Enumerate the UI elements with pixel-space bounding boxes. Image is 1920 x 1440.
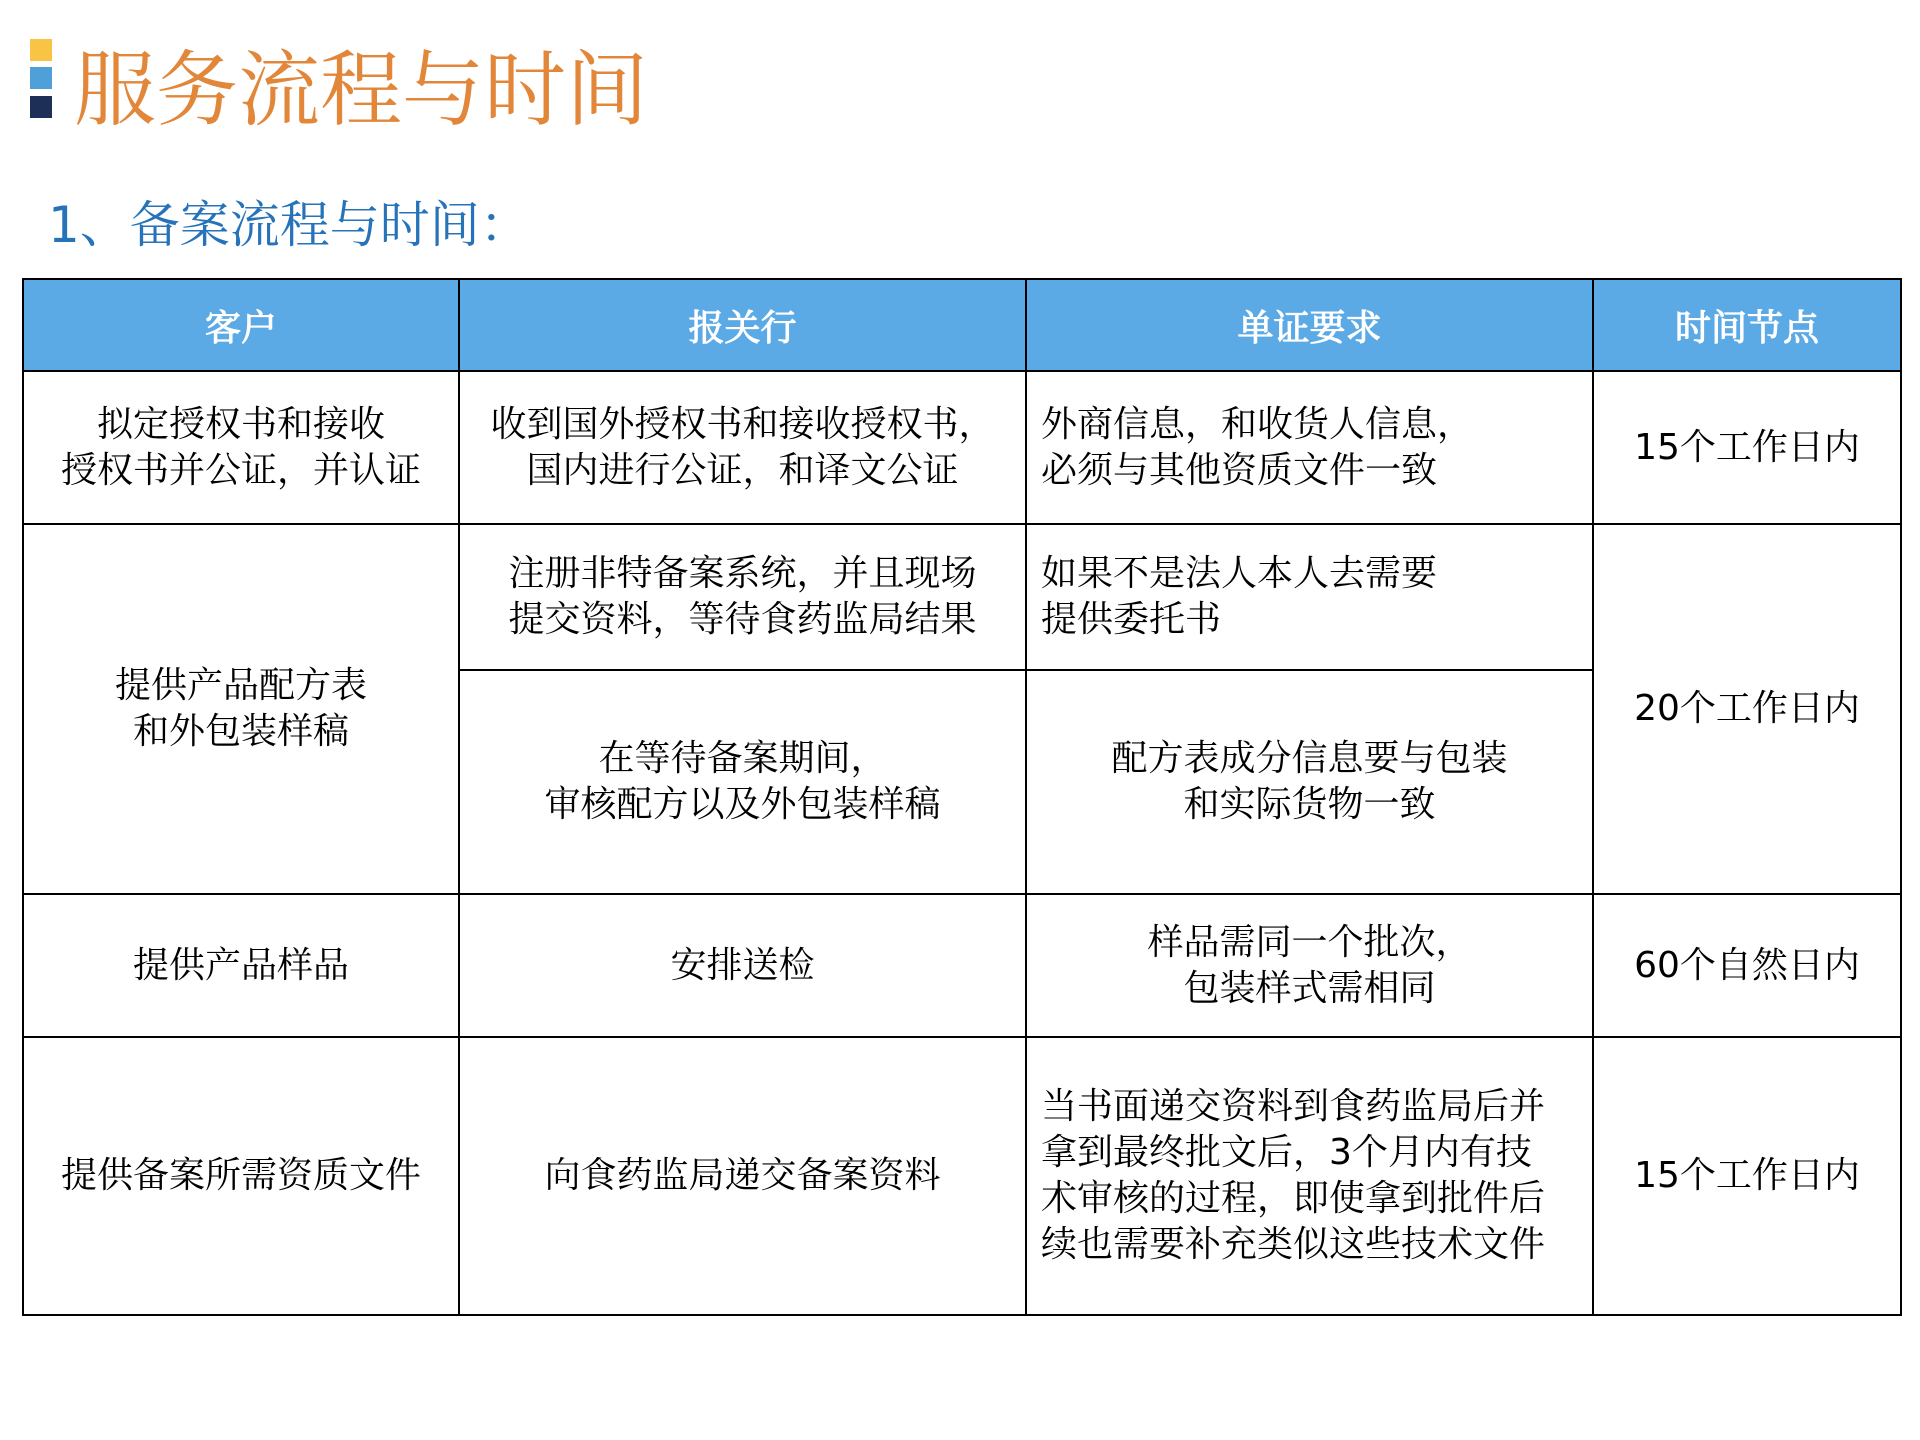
header-broker: 报关行 bbox=[459, 279, 1026, 371]
cell-client: 提供产品配方表 和外包装样稿 bbox=[23, 524, 459, 894]
cell-client: 提供产品样品 bbox=[23, 894, 459, 1037]
section-title: 1、备案流程与时间： bbox=[48, 196, 530, 254]
title-marker-navy bbox=[30, 96, 52, 118]
process-table bbox=[22, 278, 1902, 1316]
table-row bbox=[23, 1037, 1901, 1315]
table-row bbox=[23, 371, 1901, 524]
cell-broker: 向食药监局递交备案资料 bbox=[459, 1037, 1026, 1315]
cell-timeline: 15个工作日内 bbox=[1593, 371, 1901, 524]
cell-timeline: 60个自然日内 bbox=[1593, 894, 1901, 1037]
header-timeline: 时间节点 bbox=[1593, 279, 1901, 371]
cell-documents: 外商信息，和收货人信息， 必须与其他资质文件一致 bbox=[1026, 371, 1593, 524]
title-marker-blue bbox=[30, 67, 52, 89]
cell-documents: 样品需同一个批次， 包装样式需相同 bbox=[1026, 894, 1593, 1037]
cell-broker: 收到国外授权书和接收授权书， 国内进行公证，和译文公证 bbox=[459, 371, 1026, 524]
cell-broker: 安排送检 bbox=[459, 894, 1026, 1037]
cell-timeline: 15个工作日内 bbox=[1593, 1037, 1901, 1315]
cell-client: 提供备案所需资质文件 bbox=[23, 1037, 459, 1315]
table-row bbox=[23, 894, 1901, 1037]
header-documents: 单证要求 bbox=[1026, 279, 1593, 371]
cell-documents: 当书面递交资料到食药监局后并 拿到最终批文后，3个月内有技 术审核的过程，即使拿到批件后 续也需要补充类似这些技术文件 bbox=[1026, 1037, 1593, 1315]
table-header-row bbox=[23, 279, 1901, 371]
cell-documents: 配方表成分信息要与包装 和实际货物一致 bbox=[1026, 670, 1593, 894]
title-marker-yellow bbox=[30, 39, 52, 61]
table-row bbox=[23, 524, 1901, 670]
cell-documents: 如果不是法人本人去需要 提供委托书 bbox=[1026, 524, 1593, 670]
cell-timeline: 20个工作日内 bbox=[1593, 524, 1901, 894]
header-client: 客户 bbox=[23, 279, 459, 371]
page-title: 服务流程与时间 bbox=[74, 43, 649, 138]
cell-broker: 注册非特备案系统，并且现场 提交资料，等待食药监局结果 bbox=[459, 524, 1026, 670]
cell-broker: 在等待备案期间， 审核配方以及外包装样稿 bbox=[459, 670, 1026, 894]
cell-client: 拟定授权书和接收 授权书并公证，并认证 bbox=[23, 371, 459, 524]
